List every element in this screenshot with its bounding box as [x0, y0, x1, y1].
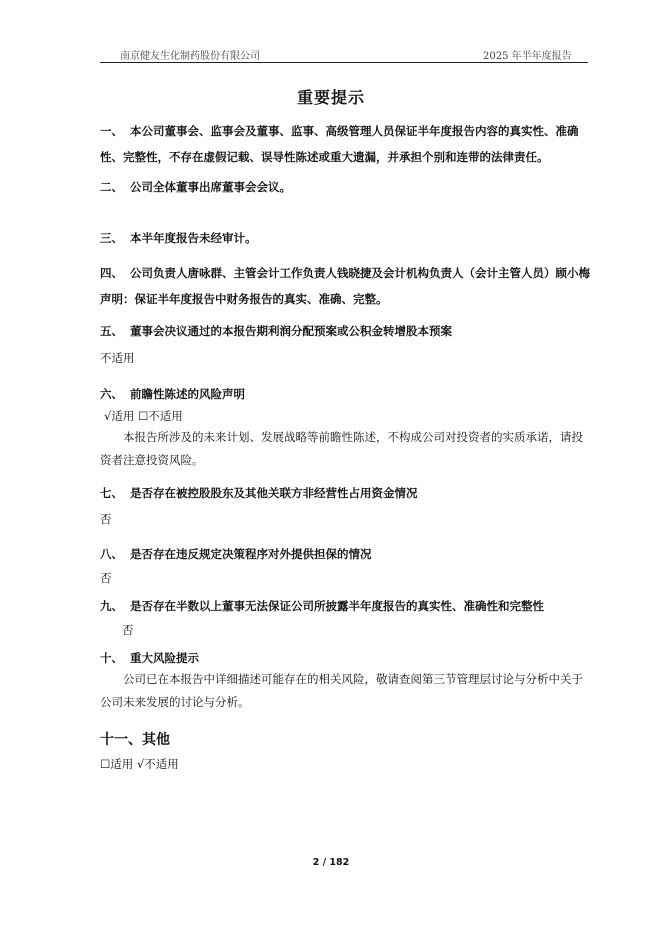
section-5-answer: 不适用	[100, 351, 135, 365]
section-text: 本公司董事会、监事会及董事、监事、高级管理人员保证半年度报告内容的真实性、准确性、完整性，不存在虚假记载、误导性陈述或重大遗漏，并承担个别和连带的法律责任。	[100, 124, 579, 164]
section-text: 其他	[142, 732, 170, 748]
section-number: 一、	[100, 124, 123, 138]
section-number: 十、	[100, 651, 123, 665]
header-divider	[100, 62, 588, 63]
section-5	[100, 318, 594, 344]
section-3	[100, 225, 594, 251]
page-number: 2 / 182	[312, 857, 350, 868]
section-11-applicability: ☐适用 √不适用	[100, 757, 179, 771]
section-6-body: 本报告所涉及的未来计划、发展战略等前瞻性陈述，不构成公司对投资者的实质承诺，请投资者注意投资风险。	[100, 430, 583, 467]
section-11	[100, 727, 594, 753]
section-4	[100, 260, 594, 312]
section-number: 七、	[100, 486, 123, 500]
section-8-answer: 否	[100, 571, 112, 585]
section-text: 是否存在半数以上董事无法保证公司所披露半年度报告的真实性、准确性和完整性	[130, 599, 544, 613]
section-number: 九、	[100, 599, 123, 613]
section-text: 董事会决议通过的本报告期利润分配预案或公积金转增股本预案	[130, 324, 452, 338]
section-number: 五、	[100, 324, 123, 338]
section-9-answer: 否	[122, 623, 134, 637]
page-title: 重要提示	[296, 88, 365, 107]
section-9	[100, 593, 594, 619]
section-text: 公司负责人唐咏群、主管会计工作负责人钱晓捷及会计机构负责人（会计主管人员）顾小梅声明：保证半年度报告中财务报告的真实、准确、完整。	[100, 266, 590, 306]
section-7	[100, 480, 594, 506]
section-text: 是否存在违反规定决策程序对外提供担保的情况	[130, 547, 372, 561]
section-number: 三、	[100, 231, 123, 245]
section-number: 八、	[100, 547, 123, 561]
section-6	[100, 381, 594, 407]
section-text: 是否存在被控股股东及其他关联方非经营性占用资金情况	[130, 486, 418, 500]
section-8	[100, 541, 594, 567]
header-report-title: 2025 年半年度报告	[483, 51, 572, 62]
section-6-applicability: √适用 ☐不适用	[104, 409, 183, 423]
section-text: 重大风险提示	[130, 651, 199, 665]
section-7-answer: 否	[100, 512, 112, 526]
section-number: 二、	[100, 180, 123, 194]
section-number: 六、	[100, 387, 123, 401]
section-2	[100, 174, 594, 200]
section-number: 十一、	[100, 732, 142, 748]
section-text: 本半年度报告未经审计。	[130, 231, 257, 245]
header-company: 南京健友生化制药股份有限公司	[120, 51, 260, 62]
section-text: 前瞻性陈述的风险声明	[130, 387, 245, 401]
section-10-body: 公司已在本报告中详细描述可能存在的相关风险，敬请查阅第三节管理层讨论与分析中关于公司未来发展的讨论与分析。	[100, 672, 583, 709]
section-number: 四、	[100, 266, 123, 280]
section-text: 公司全体董事出席董事会会议。	[130, 180, 291, 194]
section-1	[100, 118, 594, 170]
